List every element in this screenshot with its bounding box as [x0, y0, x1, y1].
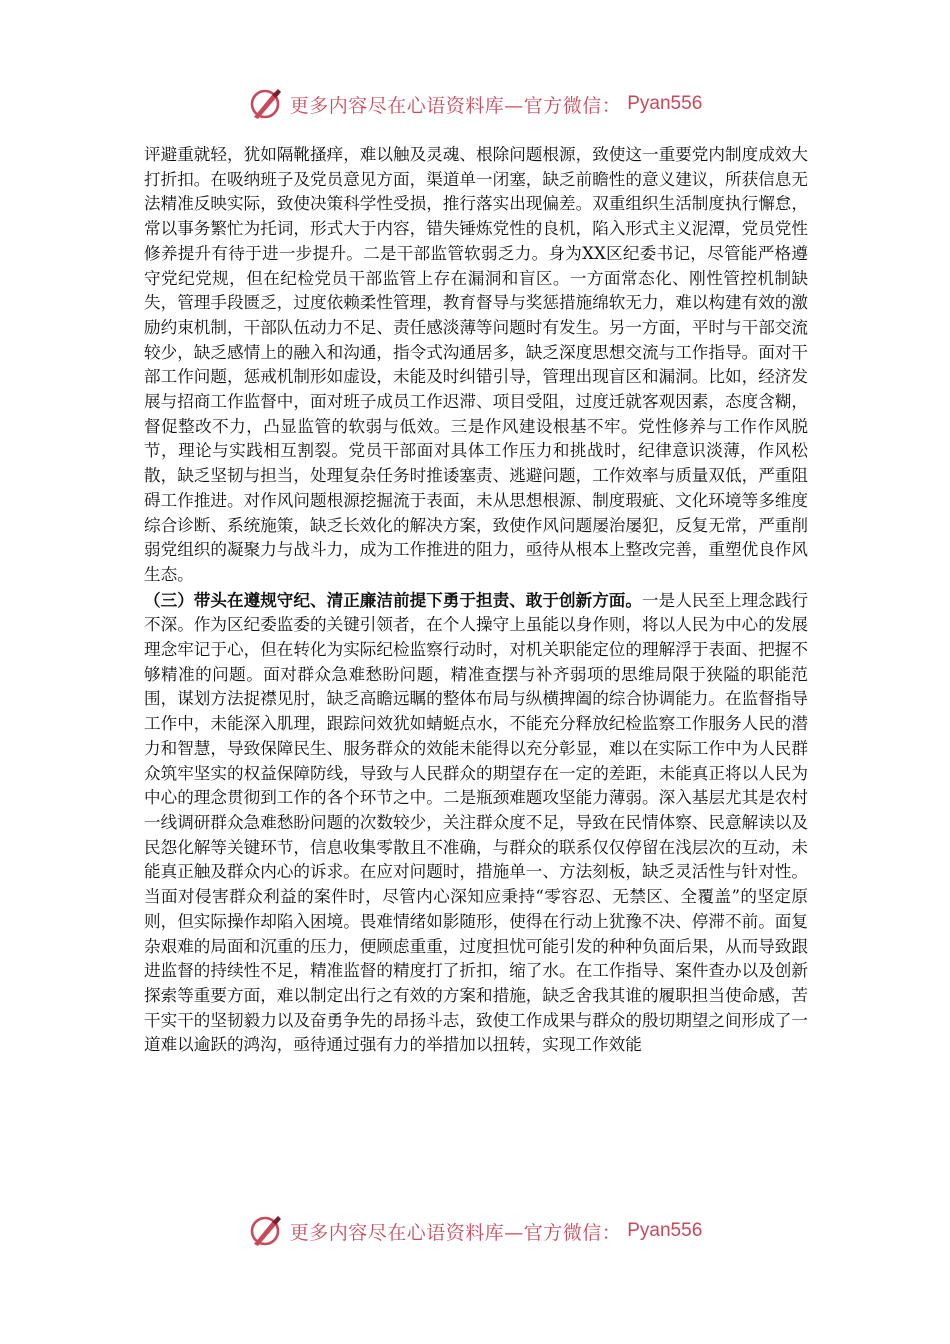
banner-text: 更多内容尽在心语资料库—官方微信： — [289, 1221, 622, 1244]
paragraph-1-text: 评避重就轻，犹如隔靴搔痒，难以触及灵魂、根除问题根源，致使这一重要党内制度成效大打折扣。在吸纳班子及党员意见方面，渠道单一闭塞，缺乏前瞻性的意义建议，所获信息无法精准反映实际，致使决策科学性受损，推行落实出现偏差。双重组织生活制度执行懈怠，常以事务繁忙为托词，形式大于内容，错失锤炼党性的良机，陷入形式主义泥潭，党员党性修养提升有待于进一步提升。二是干部监管软弱乏力。身为XX区纪委书记，尽管能严格遵守党纪党规，但在纪检党员干部监管上存在漏洞和盲区。一方面常态化、刚性管控机制缺失，管理手段匮乏，过度依赖柔性管理，教育督导与奖惩措施绵软无力，难以构建有效的激励约束机制，干部队伍动力不足、责任感淡薄等问题时有发生。另一方面，平时与干部交流较少，缺乏感情上的融入和沟通，指令式沟通居多，缺乏深度思想交流与工作指导。面对干部工作问题，惩戒机制形如虚设，未能及时纠错引导，管理出现盲区和漏洞。比如，经济发展与招商工作监督中，面对班子成员工作迟滞、项目受阻，过度迁就客观因素，态度含糊，督促整改不力，凸显监管的软弱与低效。三是作风建设根基不牢。党性修养与工作作风脱节，理论与实践相互割裂。党员干部面对具体工作压力和挑战时，纪律意识淡薄，作风松散，缺乏坚韧与担当，处理复杂任务时推诿塞责、逃避问题，工作效率与质量双低，严重阻碍工作推进。对作风问题根源挖掘流于表面，未从思想根源、制度瑕疵、文化环境等多维度综合诊断、系统施策，缺乏长效化的解决方案，致使作风问题屡治屡犯，反复无常，严重削弱党组织的凝聚力与战斗力，成为工作推进的阻力，亟待从根本上整改完善，重塑优良作风生态。 — [144, 145, 808, 584]
section-heading-3: （三）带头在遵规守纪、清正廉洁前提下勇于担责、敢于创新方面。 — [144, 589, 643, 610]
banner-wechat-id: Pyan556 — [627, 93, 703, 114]
banner-wechat-id: Pyan556 — [627, 1220, 703, 1241]
paragraph-2-text: 一是人民至上理念践行不深。作为区纪委监委的关键引领者，在个人操守上虽能以身作则，将以人民为中心的发展理念牢记于心，但在转化为实际纪检监察行动时，对机关职能定位的理解浮于表面、把握不够精准的问题。面对群众急难愁盼问题，精准查摆与补齐弱项的思维局限于狭隘的职能范围，谋划方法捉襟见肘，缺乏高瞻远瞩的整体布局与纵横捭阖的综合协调能力。在监督指导工作中，未能深入肌理，跟踪问效犹如蜻蜓点水，不能充分释放纪检监察工作服务人民的潜力和智慧，导致保障民生、服务群众的效能未能得以充分彰显，难以在实际工作中为人民群众筑牢坚实的权益保障防线，导致与人民群众的期望存在一定的差距，未能真正将以人民为中心的理念贯彻到工作的各个环节之中。二是瓶颈难题攻坚能力薄弱。深入基层尤其是农村一线调研群众急难愁盼问题的次数较少，关注群众度不足，导致在民情体察、民意解读以及民怨化解等关键环节，信息收集零散且不准确，与群众的联系仅仅停留在浅层次的互动，未能真正触及群众内心的诉求。在应对问题时，措施单一、方法刻板，缺乏灵活性与针对性。当面对侵害群众利益的案件时，尽管内心深知应秉持“零容忍、无禁区、全覆盖”的坚定原则，但实际操作却陷入困境。畏难情绪如影随形，使得在行动上犹豫不决、停滞不前。面复杂艰难的局面和沉重的压力，便顾虑重重，过度担忧可能引发的种种负面后果，从而导致跟进监督的持续性不足，精准监督的精度打了折扣，缩了水。在工作指导、案件查办以及创新探索等重要方面，难以制定出行之有效的方案和措施，缺乏舍我其谁的履职担当使命感，苦干实干的坚韧毅力以及奋勇争先的昂扬斗志，致使工作成果与群众的殷切期望之间形成了一道难以逾跃的鸿沟，亟待通过强有力的举措加以扭转，实现工作效能 — [144, 590, 809, 1055]
pen-logo-icon — [248, 87, 284, 121]
paragraph-2 — [144, 588, 808, 1058]
paragraph-1 — [144, 143, 808, 588]
footer-watermark-banner — [0, 1211, 950, 1251]
header-watermark-banner — [0, 84, 950, 124]
banner-text: 更多内容尽在心语资料库—官方微信： — [289, 94, 622, 117]
pen-logo-icon — [248, 1214, 284, 1248]
document-body — [144, 143, 808, 1058]
